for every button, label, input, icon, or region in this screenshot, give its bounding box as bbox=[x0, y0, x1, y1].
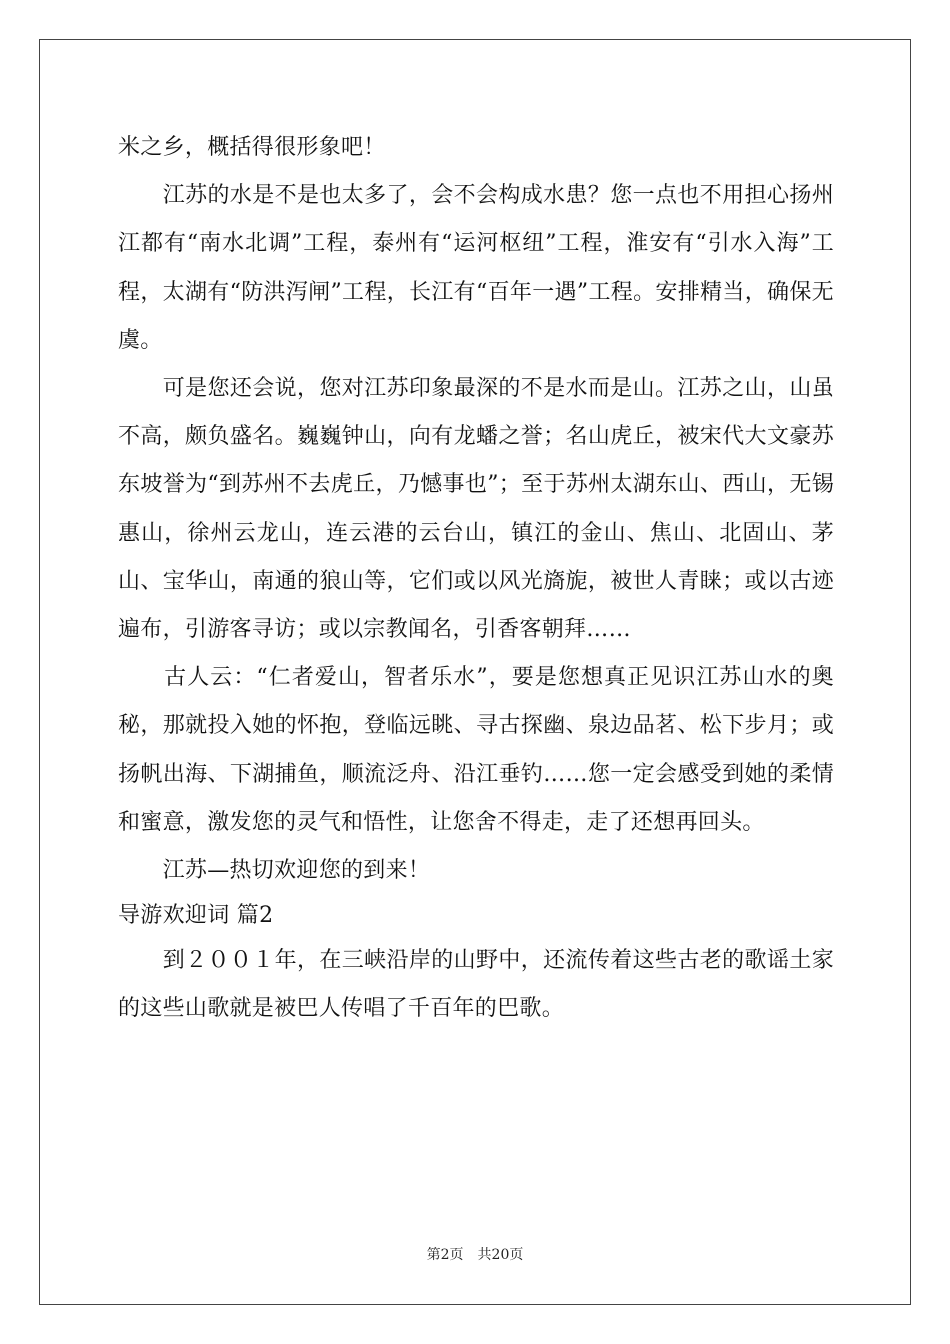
page-footer: 第2页 共20页 bbox=[426, 1247, 524, 1263]
paragraph-three-gorges: 到２００１年，在三峡沿岸的山野中，还流传着这些古老的歌谣土家的这些山歌就是被巴人传唱了千百年的巴歌。 bbox=[118, 948, 834, 1022]
paragraph-water-projects: 江苏的水是不是也太多了，会不会构成水患？您一点也不用担心扬州江都有“南水北调”工程，泰州有“运河枢纽”工程，淮安有“引水入海”工程，太湖有“防洪泻闸”工程，长江有“百年一遇”工程。安排精当，确保无虞。 bbox=[118, 183, 834, 353]
paragraph-welcome: 江苏—热切欢迎您的到来！ bbox=[118, 858, 431, 884]
paragraph-rice-land: 米之乡，概括得很形象吧！ bbox=[118, 135, 386, 160]
paragraph-mountains: 可是您还会说，您对江苏印象最深的不是水而是山。江苏之山，山虽不高，颇负盛名。巍巍钟山，向有龙蟠之誉；名山虎丘，被宋代大文豪苏东坡誉为“到苏州不去虎丘，乃憾事也”；至于苏州太湖东山、西山，无锡惠山，徐州云龙山，连云港的云台山，镇江的金山、焦山、北固山、茅山、宝华山，南通的狼山等，它们或以风光旖旎，被世人青睐；或以古迹遍布，引游客寻访；或以宗教闻名，引香客朝拜…… bbox=[118, 376, 834, 643]
paragraph-mountains-and-water: 古人云：“仁者爱山，智者乐水”，要是您想真正见识江苏山水的奥秘，那就投入她的怀抱，登临远眺、寻古探幽、泉边品茗、松下步月；或扬帆出海、下湖捕鱼，顺流泛舟、沿江垂钓……您一定会感受到她的柔情和蜜意，激发您的灵气和悟性，让您舍不得走，走了还想再回头。 bbox=[118, 665, 834, 835]
document-body bbox=[118, 124, 834, 1034]
section-heading: 导游欢迎词 篇2 bbox=[118, 903, 274, 929]
